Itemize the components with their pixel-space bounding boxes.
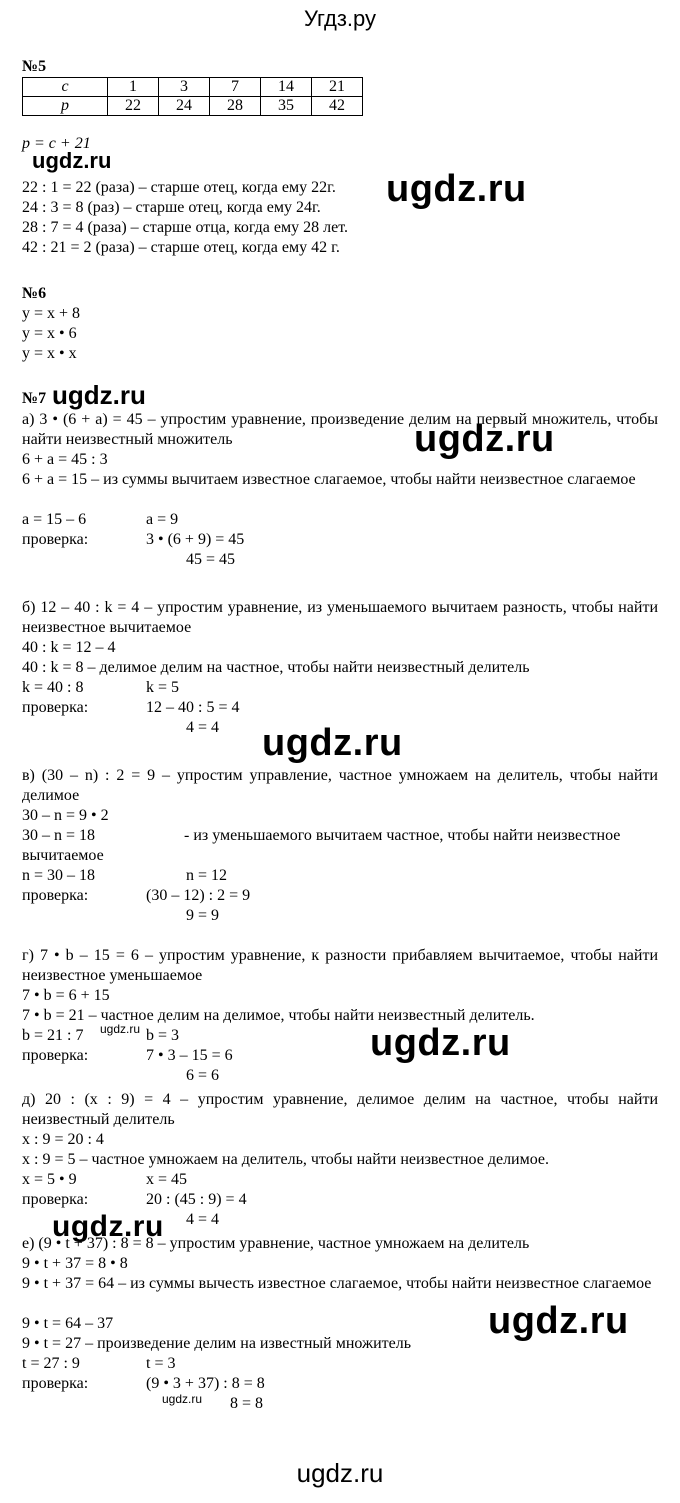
text-line: x : 9 = 20 : 4 [22,1131,104,1148]
table-cell: 3 [159,78,210,97]
check-line: 45 = 45 [186,551,236,568]
text-line: x : 9 = 5 – частное умножаем на делитель, чтобы найти неизвестное делимое. [22,1151,550,1168]
check-line: 12 – 40 : 5 = 4 [146,699,240,716]
text-line: 9 • t = 27 – произведение делим на известный множитель [22,1335,412,1352]
table-cell: 22 [108,97,159,116]
row-label: p [23,97,108,116]
text-line: n = 12 [186,867,228,884]
text-line: - из уменьшаемого вычитаем частное, чтобы найти неизвестное [184,827,621,844]
text-line: 40 : k = 12 – 4 [22,639,116,656]
table-cell: 1 [108,78,159,97]
text-line: 28 : 7 = 4 (раза) – старше отца, когда ему 28 лет. [22,219,348,236]
text-line: 9 • t + 37 = 8 • 8 [22,1255,128,1272]
check-line: 7 • 3 – 15 = 6 [146,1047,233,1064]
site-footer: ugdz.ru [296,1458,384,1488]
text-line: 22 : 1 = 22 (раза) – старше отец, когда ему 22г. [22,179,336,196]
text-line: 40 : k = 8 – делимое делим на частное, чтобы найти неизвестный делитель [22,659,530,676]
table-row [23,97,363,116]
check-label: проверка: [22,1191,89,1208]
table-cell: 24 [159,97,210,116]
values-table [22,77,363,116]
watermark: ugdz.ru [32,148,112,173]
text-line: 30 – n = 18 [22,827,96,844]
check-line: (30 – 12) : 2 = 9 [146,887,251,904]
table-cell: 35 [261,97,312,116]
watermark: ugdz.ru [162,1392,203,1406]
text-line: 6 + a = 15 – из суммы вычитаем известное слагаемое, чтобы найти неизвестное слагаемое [22,471,636,488]
check-line: 4 = 4 [186,1211,220,1228]
table-cell: 28 [210,97,261,116]
table-cell: 14 [261,78,312,97]
text-line: в) (30 – n) : 2 = 9 – упростим управление, частное умножаем на делитель, чтобы найти делимое [22,767,658,804]
text-line: а) 3 • (6 + a) = 45 – упростим уравнение, произведение делим на первый множитель, чтобы найти неизвестный множитель [22,411,658,448]
check-label: проверка: [22,531,89,548]
task-6-title: №6 [22,285,47,302]
task-7-title: №7 [22,390,47,407]
text-line: t = 3 [146,1355,176,1372]
check-line: 20 : (45 : 9) = 4 [146,1191,247,1208]
check-line: 4 = 4 [186,719,220,736]
text-line: 42 : 21 = 2 (раза) – старше отец, когда ему 42 г. [22,239,340,256]
watermark: ugdz.ru [386,168,527,210]
check-line: 6 = 6 [186,1067,220,1084]
text-line: x = 45 [146,1171,188,1188]
check-line: (9 • 3 + 37) : 8 = 8 [146,1375,265,1392]
text-line: г) 7 • b – 15 = 6 – упростим уравнение, к разности прибавляем вычитаемое, чтобы найти неизвестное уменьшаемое [22,947,658,984]
check-label: проверка: [22,1047,89,1064]
text-line: y = x + 8 [22,305,81,322]
check-line: 8 = 8 [230,1395,264,1412]
text-line: 6 + a = 45 : 3 [22,451,108,468]
check-line: 3 • (6 + 9) = 45 [146,531,245,548]
table-cell: 42 [312,97,363,116]
table-cell: 21 [312,78,363,97]
text-line: вычитаемое [22,847,104,864]
text-line: 7 • b = 21 – частное делим на делимое, чтобы найти неизвестный делитель. [22,1007,535,1024]
text-line: a = 9 [146,511,179,528]
text-line: b = 21 : 7 [22,1027,84,1044]
text-line: y = x • 6 [22,325,77,342]
watermark: ugdz.ru [52,1210,164,1243]
watermark: ugdz.ru [488,1300,629,1342]
task-5-title: №5 [22,58,47,75]
watermark: ugdz.ru [52,380,146,410]
watermark: ugdz.ru [262,722,403,764]
text-line: k = 5 [146,679,180,696]
table-cell: 7 [210,78,261,97]
text-line: b = 3 [146,1027,180,1044]
watermark: ugdz.ru [414,418,555,460]
watermark: ugdz.ru [370,1022,511,1064]
text-line: 24 : 3 = 8 (раз) – старше отец, когда ему 24г. [22,199,321,216]
text-line: 30 – n = 9 • 2 [22,807,109,824]
check-label: проверка: [22,887,89,904]
check-label: проверка: [22,1375,89,1392]
text-line: k = 40 : 8 [22,679,84,696]
text-line: a = 15 – 6 [22,511,87,528]
text-line: е) (9 • t + 37) : 8 = 8 – упростим уравнение, частное умножаем на делитель [22,1235,530,1252]
check-line: 9 = 9 [186,907,220,924]
check-label: проверка: [22,699,89,716]
text-line: б) 12 – 40 : k = 4 – упростим уравнение, из уменьшаемого вычитаем разность, чтобы найти неизвестное вычитаемое [22,599,658,636]
text-line: д) 20 : (x : 9) = 4 – упростим уравнение, делимое делим на частное, чтобы найти неизвестный делитель [22,1091,658,1128]
text-line: x = 5 • 9 [22,1171,77,1188]
text-line: 9 • t + 37 = 64 – из суммы вычесть известное слагаемое, чтобы найти неизвестное слагаемое [22,1275,652,1292]
text-line: n = 30 – 18 [22,867,96,884]
text-line: 9 • t = 64 – 37 [22,1315,114,1332]
text-line: t = 27 : 9 [22,1355,80,1372]
watermark: ugdz.ru [100,1022,141,1036]
site-header: Угдз.ру [303,6,377,31]
text-line: y = x • x [22,345,77,362]
row-label: c [23,78,108,97]
table-row [23,78,363,97]
text-line: 7 • b = 6 + 15 [22,987,110,1004]
formula: p = c + 21 [22,135,91,152]
